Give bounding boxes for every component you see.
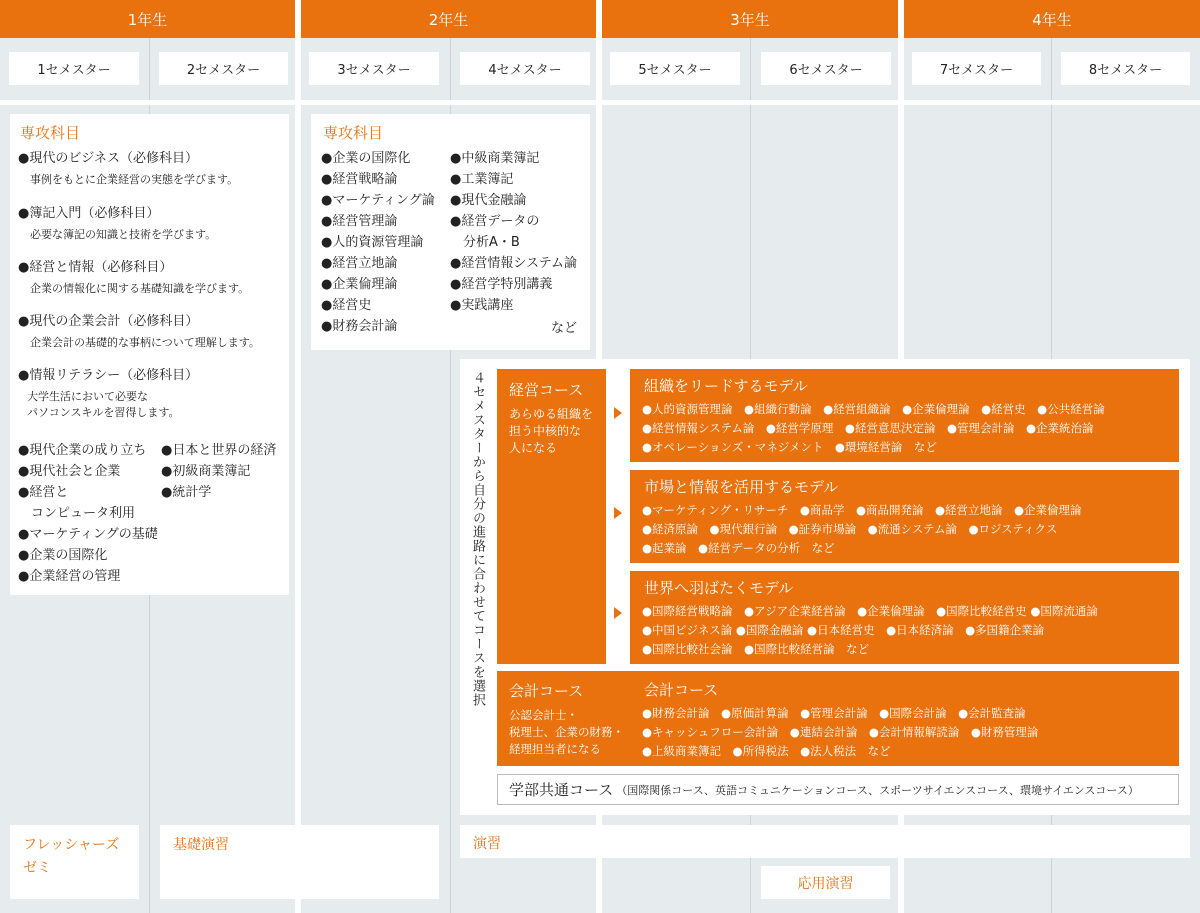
- elective-item: ●企業経営の管理: [18, 569, 121, 584]
- subject-item: 分析A・B: [450, 235, 520, 250]
- course-description-line: 経理担当者になる: [509, 742, 601, 756]
- column-divider: [1051, 38, 1052, 100]
- seminar-label: [23, 834, 119, 880]
- subject-description: 必要な簿記の知識と技術を学びます。: [30, 228, 217, 241]
- model-subject-line: ●経営情報システム論 ●経営学原理 ●経営意思決定論 ●管理会計論 ●企業統治論: [642, 421, 1094, 435]
- course-description-line: 人になる: [509, 441, 558, 455]
- header-separator: [0, 100, 1200, 105]
- arrow-icon: [614, 407, 622, 419]
- subject-item: ●マーケティング論: [321, 193, 435, 208]
- subject-list-left: [321, 148, 435, 337]
- seminar-label-line: フレッシャーズ: [23, 837, 120, 853]
- elective-list-left: [18, 440, 158, 587]
- year-separator: [295, 0, 301, 913]
- subject-list-right: [450, 148, 577, 316]
- model-subject-line: ●オペレーションズ・マネジメント ●環境経営論 など: [642, 440, 937, 454]
- subject-item: ●経営情報システム論: [450, 256, 578, 271]
- elective-item: ●経営と: [18, 485, 69, 500]
- model-subject-line: ●財務会計論 ●原価計算論 ●管理会計論 ●国際会計論 ●会計監査論: [642, 706, 1026, 720]
- model-subject-line: ●国際経営戦略論 ●アジア企業経営論 ●企業倫理論 ●国際比較経営史 ●国際流通論: [642, 604, 1098, 618]
- model-subject-line: ●中国ビジネス論 ●国際金融論 ●日本経営史 ●日本経済論 ●多国籍企業論: [642, 623, 1045, 637]
- model-title: 市場と情報を活用するモデル: [644, 478, 839, 496]
- year-header-2: 2年生: [301, 0, 596, 38]
- semester-6: 6セメスター: [761, 52, 891, 85]
- subject-description: パソコンスキルを習得します。: [27, 406, 180, 419]
- course-description: [509, 406, 593, 457]
- model-title: 世界へ羽ばたくモデル: [644, 579, 794, 597]
- course-description-line: 担う中核的な: [509, 424, 582, 438]
- model-title: 会計コース: [644, 681, 719, 699]
- required-subject: ●情報リテラシー（必修科目）: [18, 368, 199, 383]
- model-market-information: [630, 470, 1179, 563]
- course-title: 会計コース: [509, 682, 584, 700]
- common-course-detail: （国際関係コース、英語コミュニケーションコース、スポーツサイエンスコース、環境サイエンスコース）: [616, 783, 1139, 797]
- box-title: 専攻科目: [323, 124, 384, 142]
- box-title: 専攻科目: [20, 124, 81, 142]
- seminar-label: 基礎演習: [173, 837, 229, 853]
- subject-item: ●工業簿記: [450, 172, 514, 187]
- elective-item: ●初級商業簿記: [161, 464, 251, 479]
- required-subject: ●経営と情報（必修科目）: [18, 260, 173, 275]
- semester-5: 5セメスター: [610, 52, 740, 85]
- seminar-label-line: ゼミ: [23, 860, 51, 876]
- semester-1: 1セメスター: [9, 52, 139, 85]
- arrow-icon: [614, 507, 622, 519]
- model-subjects: [642, 501, 1082, 558]
- model-subject-line: ●上級商業簿記 ●所得税法 ●法人税法 など: [642, 744, 891, 758]
- semester-4: 4セメスター: [460, 52, 590, 85]
- semester-8: 8セメスター: [1061, 52, 1190, 85]
- model-subject-line: ●起業論 ●経営データの分析 など: [642, 541, 835, 555]
- model-subject-line: ●経済原論 ●現代銀行論 ●証券市場論 ●流通システム論 ●ロジスティクス: [642, 522, 1058, 536]
- etc-label: など: [551, 321, 578, 336]
- semester-7: 7セメスター: [912, 52, 1041, 85]
- model-subjects: [642, 400, 1105, 457]
- subject-item: ●経営戦略論: [321, 172, 398, 187]
- basic-seminar: [160, 825, 439, 899]
- subject-item: ●人的資源管理論: [321, 235, 424, 250]
- seminar: [460, 825, 1190, 858]
- model-subject-line: ●国際比較社会論 ●国際比較経営論 など: [642, 642, 870, 656]
- required-subject: ●現代のビジネス（必修科目）: [18, 151, 198, 166]
- model-subject-line: ●マーケティング・リサーチ ●商品学 ●商品開発論 ●経営立地論 ●企業倫理論: [642, 503, 1082, 517]
- required-subject: ●現代の企業会計（必修科目）: [18, 314, 199, 329]
- course-selection-note: ４セメスターから自分の進路に合わせてコースを選択: [470, 371, 485, 707]
- year-header-4: 4年生: [904, 0, 1200, 38]
- subject-description: 企業の情報化に関する基礎知識を学びます。: [30, 282, 250, 295]
- subject-item: ●企業の国際化: [321, 151, 411, 166]
- arrow-icon: [614, 607, 622, 619]
- elective-list-right: [161, 440, 276, 503]
- required-subject: ●簿記入門（必修科目）: [18, 206, 160, 221]
- elective-item: コンピュータ利用: [18, 506, 136, 521]
- accounting-course: [497, 671, 1179, 766]
- subject-item: ●実践講座: [450, 298, 514, 313]
- course-description-line: あらゆる組織を: [509, 407, 594, 421]
- model-global: [630, 571, 1179, 664]
- subject-item: ●現代金融論: [450, 193, 527, 208]
- course-description: [509, 707, 624, 758]
- elective-item: ●企業の国際化: [18, 548, 108, 563]
- course-title: 経営コース: [509, 381, 584, 399]
- subject-description: 企業会計の基礎的な事柄について理解します。: [30, 336, 260, 349]
- column-divider: [149, 38, 150, 100]
- model-subject-line: ●人的資源管理論 ●組織行動論 ●経営組織論 ●企業倫理論 ●経営史 ●公共経営論: [642, 402, 1105, 416]
- subject-description: 事例をもとに企業経営の実態を学びます。: [30, 173, 239, 186]
- seminar-label: 応用演習: [797, 875, 854, 892]
- elective-item: ●マーケティングの基礎: [18, 527, 158, 542]
- subject-item: ●企業倫理論: [321, 277, 398, 292]
- major-subjects-box-2: [311, 114, 590, 350]
- column-divider: [450, 38, 451, 100]
- model-subject-line: ●キャッシュフロー会計論 ●連結会計論 ●会計情報解読論 ●財務管理論: [642, 725, 1039, 739]
- model-subjects: [642, 602, 1098, 659]
- freshers-seminar: [10, 825, 139, 899]
- subject-item: ●中級商業簿記: [450, 151, 540, 166]
- course-description-line: 税理士、企業の財務・: [509, 725, 624, 739]
- elective-item: ●日本と世界の経済: [161, 443, 277, 458]
- semester-3: 3セメスター: [309, 52, 439, 85]
- subject-item: ●財務会計論: [321, 319, 398, 334]
- elective-item: ●現代企業の成り立ち: [18, 443, 147, 458]
- model-title: 組織をリードするモデル: [644, 377, 808, 395]
- subject-item: ●経営史: [321, 298, 372, 313]
- column-divider: [750, 38, 751, 100]
- common-course-title: 学部共通コース: [509, 781, 614, 799]
- common-course: [497, 774, 1179, 805]
- subject-item: ●経営立地論: [321, 256, 398, 271]
- semester-2: 2セメスター: [159, 52, 288, 85]
- seminar-label: 演習: [473, 836, 501, 852]
- subject-item: ●経営学特別講義: [450, 277, 553, 292]
- model-lead-organization: [630, 369, 1179, 462]
- management-course-label: [497, 369, 606, 664]
- year-header-1: 1年生: [0, 0, 295, 38]
- model-subjects: [642, 704, 1038, 761]
- elective-item: ●現代社会と企業: [18, 464, 121, 479]
- subject-item: ●経営管理論: [321, 214, 398, 229]
- subject-description: 大学生活において必要な: [27, 390, 148, 403]
- course-description-line: 公認会計士・: [509, 708, 578, 722]
- elective-item: ●統計学: [161, 485, 212, 500]
- major-subjects-box-1: [10, 114, 289, 595]
- advanced-seminar: [761, 866, 890, 899]
- subject-item: ●経営データの: [450, 214, 540, 229]
- year-header-3: 3年生: [602, 0, 898, 38]
- course-selection-panel: [460, 359, 1190, 815]
